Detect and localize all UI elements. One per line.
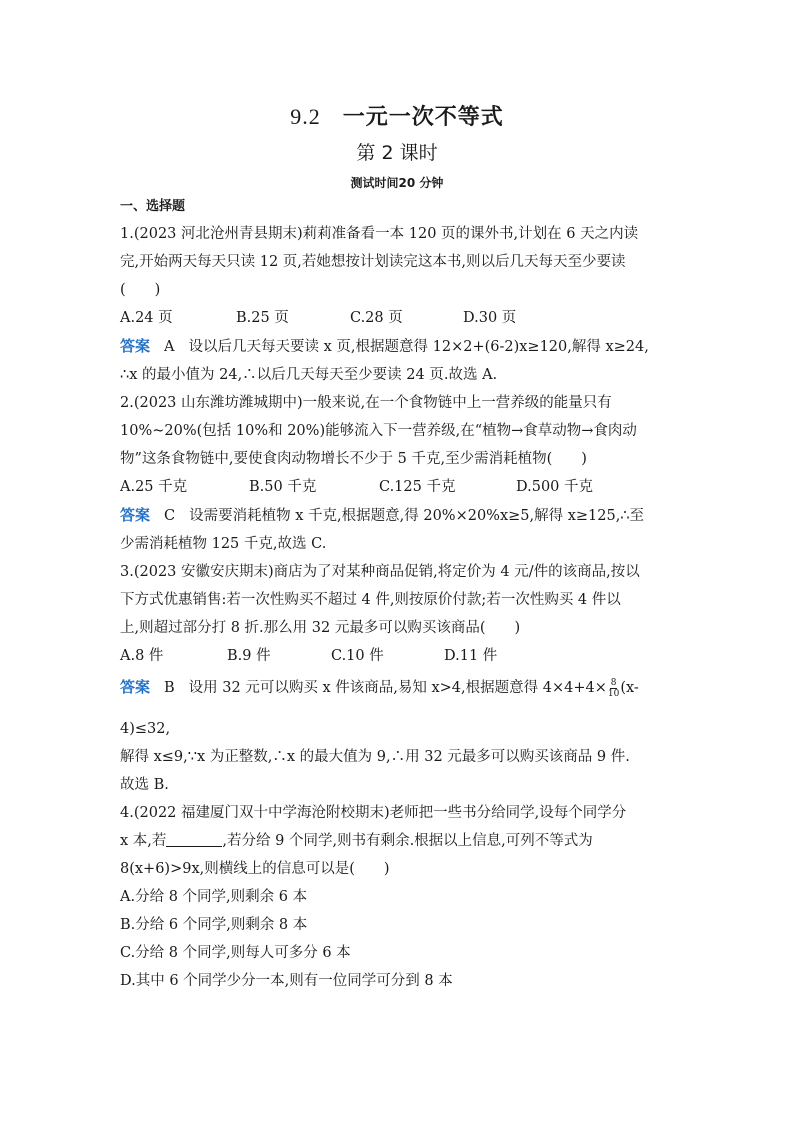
fill-blank <box>166 830 222 847</box>
option-d: D.500 千克 <box>516 479 594 495</box>
option-a: A.分给 8 个同学,则剩余 6 本 <box>120 889 308 905</box>
answer-key: A <box>164 339 175 355</box>
option-d: D.其中 6 个同学少分一本,则有一位同学可分到 8 本 <box>120 973 453 989</box>
question-text: ,若分给 9 个同学,则书有剩余.根据以上信息,可列不等式为 <box>222 833 593 849</box>
test-time: 测试时间20 分钟 <box>350 176 444 190</box>
question-4 <box>120 799 685 995</box>
answer-line: 故选 B. <box>120 777 169 793</box>
answer-key: B <box>164 680 175 696</box>
option-c: C.28 页 <box>350 310 403 326</box>
answer-line: ∴x 的最小值为 24,∴以后几天每天至少要读 24 页.故选 A. <box>120 367 498 383</box>
option-c: C.125 千克 <box>379 479 456 495</box>
question-line: 下方式优惠销售:若一次性购买不超过 4 件,则按原价付款;若一次性购买 4 件以 <box>120 592 621 608</box>
option-a: A.25 千克 <box>120 479 188 495</box>
answer-text: (x- <box>620 680 639 696</box>
answer-text: 设用 32 元可以购买 x 件该商品,易知 x>4,根据题意得 4×4+4× <box>188 680 607 696</box>
question-line: ( ) <box>120 282 161 298</box>
answer-key: C <box>164 508 176 524</box>
question-line: 8(x+6)>9x,则横线上的信息可以是( ) <box>120 861 390 877</box>
answer-line <box>120 670 685 705</box>
question-line: 完,开始两天每天只读 12 页,若她想按计划读完这本书,则以后几天每天至少要读 <box>120 254 626 270</box>
question-line: 上,则超过部分打 8 折.那么用 32 元最多可以购买该商品( ) <box>120 620 521 636</box>
option-b: B.50 千克 <box>249 479 317 495</box>
title-text: 一元一次不等式 <box>342 105 504 130</box>
answer-text: 设需要消耗植物 x 千克,根据题意,得 20%×20%x≥5,解得 x≥125,∴至 <box>189 508 645 524</box>
option-a: A.24 页 <box>120 310 173 326</box>
option-b: B.25 页 <box>236 310 289 326</box>
question-line: 4.(2022 福建厦门双十中学海沧附校期末)老师把一些书分给同学,设每个同学分 <box>120 805 627 821</box>
option-d: D.30 页 <box>463 310 517 326</box>
title-number: 9.2 <box>290 104 321 129</box>
question-line: 2.(2023 山东潍坊潍城期中)一般来说,在一个食物链中上一营养级的能量只有 <box>120 395 612 411</box>
options <box>120 642 685 670</box>
options <box>120 473 685 501</box>
question-line: 3.(2023 安徽安庆期末)商店为了对某种商品促销,将定价为 4 元/件的该商品,按以 <box>120 564 640 580</box>
lesson-subtitle: 第 2 课时 <box>356 142 438 164</box>
content <box>120 196 685 995</box>
answer-label: 答案 <box>120 337 151 355</box>
option-b: B.9 件 <box>227 648 271 664</box>
question-line: 物”这条食物链中,要使食肉动物增长不少于 5 千克,至少需消耗植物( ) <box>120 451 587 467</box>
option-b: B.分给 6 个同学,则剩余 8 本 <box>120 917 308 933</box>
answer-text: 设以后几天每天要读 x 页,根据题意得 12×2+(6-2)x≥120,解得 x≥24, <box>188 339 649 355</box>
answer-label: 答案 <box>120 506 151 524</box>
answer-label: 答案 <box>120 678 151 696</box>
question-line: 1.(2023 河北沧州青县期末)莉莉准备看一本 120 页的课外书,计划在 6 天之内读 <box>120 226 639 242</box>
answer-line: 4)≤32, <box>120 721 171 737</box>
page-title <box>0 100 794 131</box>
option-c: C.10 件 <box>331 648 384 664</box>
options <box>120 304 685 332</box>
option-c: C.分给 8 个同学,则每人可多分 6 本 <box>120 945 351 961</box>
question-line <box>120 827 685 855</box>
answer-line <box>120 501 685 530</box>
question-2 <box>120 389 685 558</box>
answer-line <box>120 332 685 361</box>
question-1 <box>120 220 685 389</box>
fraction <box>608 678 619 699</box>
question-text: x 本,若 <box>120 833 167 849</box>
section-heading: 一、选择题 <box>120 199 186 214</box>
fraction-numerator: 8 <box>610 677 617 688</box>
answer-line: 解得 x≤9,∵x 为正整数,∴x 的最大值为 9,∴用 32 元最多可以购买该商品 9 件. <box>120 749 630 765</box>
option-a: A.8 件 <box>120 648 164 664</box>
question-line: 10%~20%(包括 10%和 20%)能够流入下一营养级,在“植物→食草动物→食肉动 <box>120 423 637 439</box>
question-3 <box>120 558 685 799</box>
answer-line: 少需消耗植物 125 千克,故选 C. <box>120 536 327 552</box>
option-d: D.11 件 <box>444 648 498 664</box>
fraction-denominator: 10 <box>607 688 620 699</box>
